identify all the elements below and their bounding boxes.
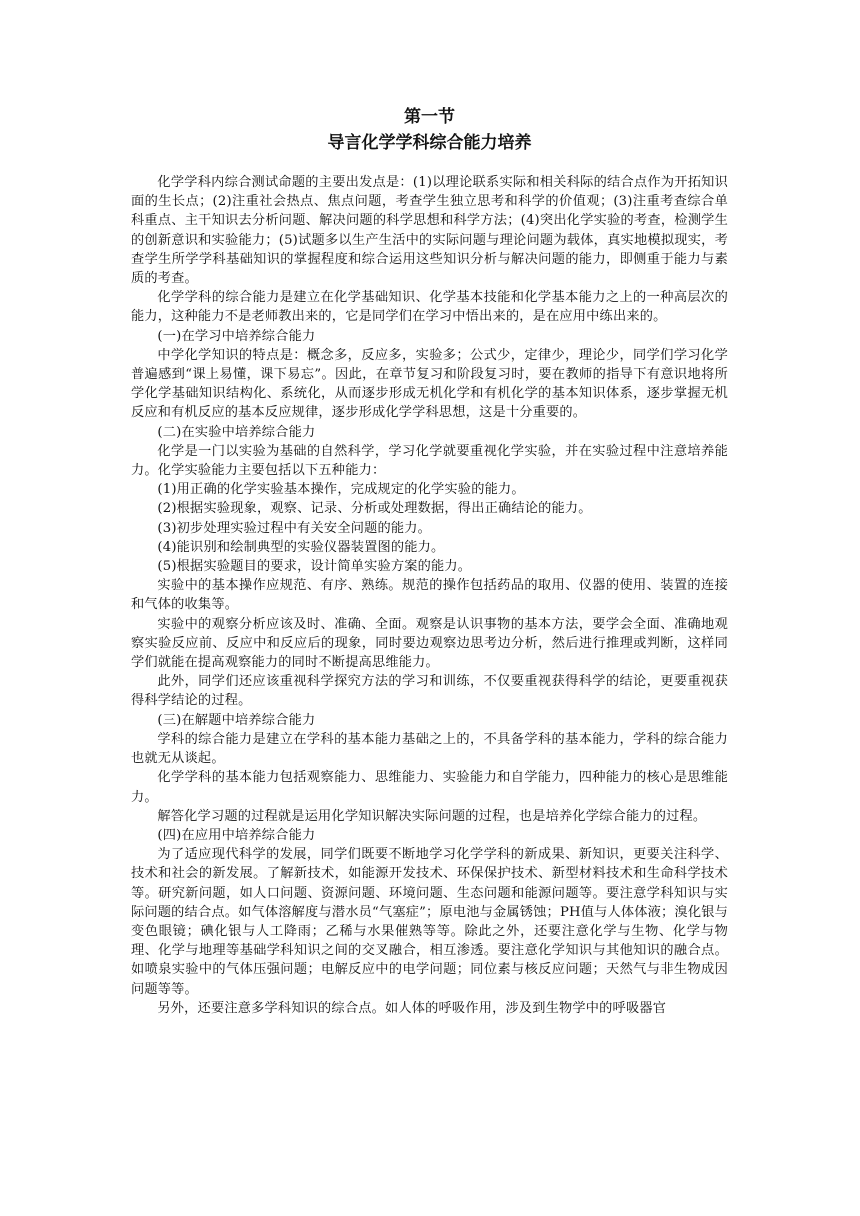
document-body [131,173,728,1018]
paragraph: 化学学科内综合测试命题的主要出发点是：(1)以理论联系实际和相关科际的结合点作为开拓知识面的生长点；(2)注重社会热点、焦点问题，考查学生独立思考和科学的价值观；(3)注重考查综合单科重点、主干知识去分析问题、解决问题的科学思想和科学方法；(4)突出化学实验的考查，检测学生的创新意识和实验能力；(5)试题多以生产生活中的实际问题与理论问题为载体，真实地模拟现实，考查学生所学学科基础知识的掌握程度和综合运用这些知识分析与解决问题的能力，即侧重于能力与素质的考查。 [131,175,728,287]
list-item: (2)根据实验现象，观察、记录、分析或处理数据，得出正确结论的能力。 [157,501,592,517]
subheading: (二)在实验中培养综合能力 [157,424,316,440]
paragraph: 实验中的观察分析应该及时、准确、全面。观察是认识事物的基本方法，要学会全面、准确地观察实验反应前、反应中和反应后的现象，同时要边观察边思考边分析，然后进行推理或判断，这样同学们就能在提高观察能力的同时不断提高思维能力。 [131,616,728,671]
paragraph: 化学学科的综合能力是建立在化学基础知识、化学基本技能和化学基本能力之上的一种高层次的能力，这种能力不是老师教出来的，它是同学们在学习中悟出来的，是在应用中练出来的。 [131,290,728,325]
paragraph: 为了适应现代科学的发展，同学们既要不断地学习化学学科的新成果、新知识，更要关注科学、技术和社会的新发展。了解新技术，如能源开发技术、环保保护技术、新型材料技术和生命科学技术等。研究新问题，如人口问题、资源问题、环境问题、生态问题和能源问题等。要注意学科知识与实际问题的结合点。如气体溶解度与潜水员“气塞症”；原电池与金属锈蚀；PH值与人体体液；溴化银与变色眼镜；碘化银与人工降雨；乙稀与水果催熟等等。除此之外，还要注意化学与生物、化学与物理、化学与地理等基础学科知识之间的交叉融合，相互渗透。要注意化学知识与其他知识的融合点。如喷泉实验中的气体压强问题；电解反应中的电学问题；同位素与核反应问题；天然气与非生物成因问题等等。 [131,847,728,997]
paragraph: 实验中的基本操作应规范、有序、熟练。规范的操作包括药品的取用、仪器的使用、装置的连接和气体的收集等。 [131,578,728,613]
list-item: (5)根据实验题目的要求，设计简单实验方案的能力。 [157,559,472,575]
subheading: (四)在应用中培养综合能力 [157,827,316,843]
document-page [131,104,728,1018]
list-item: (3)初步处理实验过程中有关安全问题的能力。 [157,520,432,536]
paragraph: 化学是一门以实验为基础的自然科学，学习化学就要重视化学实验，并在实验过程中注意培养能力。化学实验能力主要包括以下五种能力： [131,443,728,479]
list-item: (4)能识别和绘制典型的实验仪器装置图的能力。 [157,539,445,555]
paragraph: 解答化学习题的过程就是运用化学知识解决实际问题的过程，也是培养化学综合能力的过程。 [157,808,707,824]
paragraph: 学科的综合能力是建立在学科的基本能力基础之上的，不具备学科的基本能力，学科的综合能力也就无从谈起。 [131,731,728,767]
section-number-title: 第一节 [404,107,455,127]
paragraph: 化学学科的基本能力包括观察能力、思维能力、实验能力和自学能力，四种能力的核心是思维能力。 [131,770,728,805]
subheading: (一)在学习中培养综合能力 [157,328,316,344]
subheading: (三)在解题中培养综合能力 [157,712,316,728]
paragraph: 中学化学知识的特点是：概念多，反应多，实验多；公式少，定律少，理论少，同学们学习化学普遍感到“课上易懂，课下易忘”。因此，在章节复习和阶段复习时，要在教师的指导下有意识地将所学化学基础知识结构化、系统化，从而逐步形成无机化学和有机化学的基本知识体系，逐步掌握无机反应和有机反应的基本反应规律，逐步形成化学学科思想，这是十分重要的。 [131,347,728,421]
paragraph: 另外，还要注意多学科知识的综合点。如人体的呼吸作用，涉及到生物学中的呼吸器官 [157,1000,667,1016]
list-item: (1)用正确的化学实验基本操作，完成规定的化学实验的能力。 [157,482,525,498]
section-main-title: 导言化学学科综合能力培养 [327,133,532,153]
paragraph: 此外，同学们还应该重视科学探究方法的学习和训练，不仅要重视获得科学的结论，更要重视获得科学结论的过程。 [131,674,728,709]
